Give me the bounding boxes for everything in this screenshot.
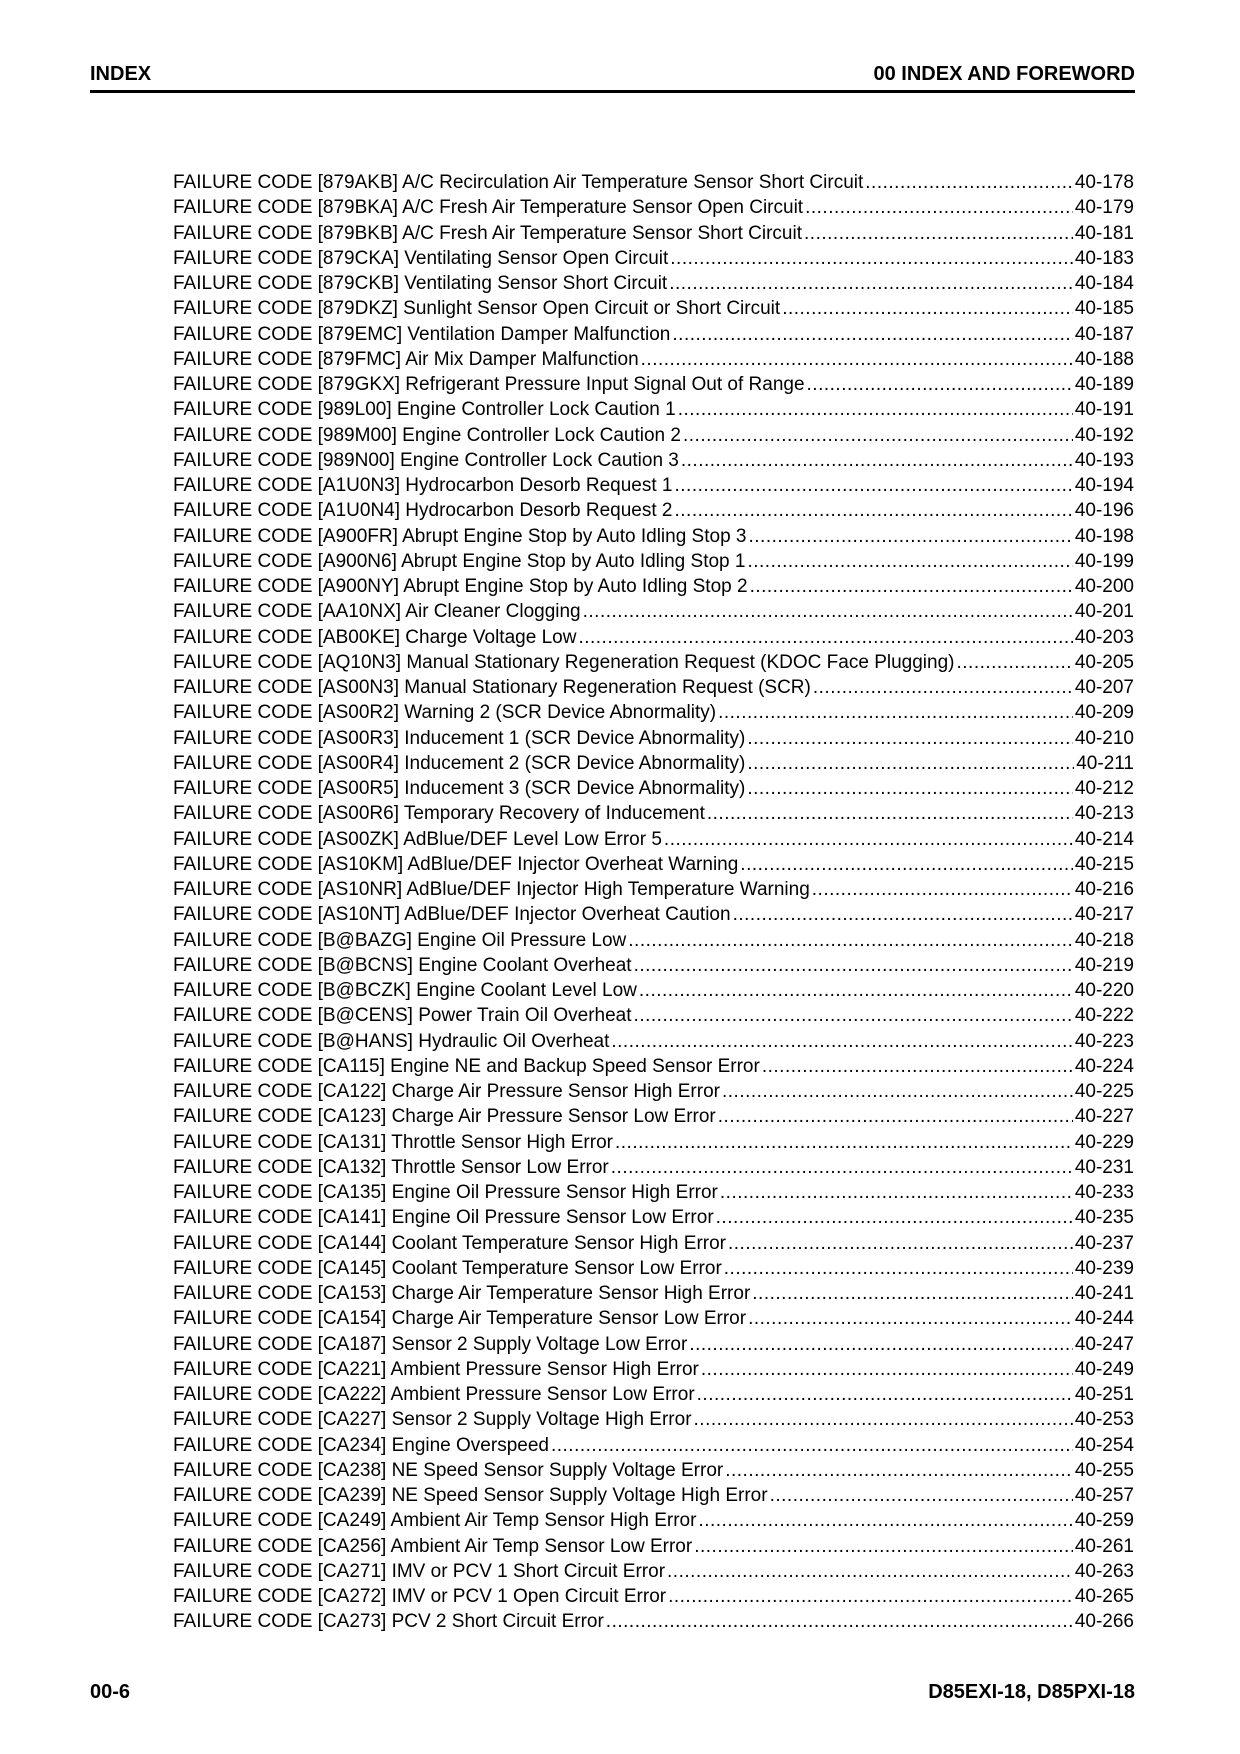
dot-leader	[752, 1281, 1073, 1306]
index-entry	[173, 322, 1134, 347]
index-entry-page: 40-199	[1074, 550, 1134, 572]
header-rule	[90, 90, 1135, 93]
index-entry	[173, 195, 1134, 220]
index-entry-title: FAILURE CODE [AS00ZK] AdBlue/DEF Level Low Error 5	[173, 828, 662, 850]
dot-leader	[678, 397, 1073, 422]
index-entry-title: FAILURE CODE [879BKB] A/C Fresh Air Temperature Sensor Short Circuit	[173, 222, 803, 244]
index-entry-page: 40-223	[1074, 1030, 1134, 1052]
index-entry	[173, 1508, 1134, 1533]
index-entry-page: 40-212	[1074, 778, 1134, 799]
index-entry	[173, 221, 1134, 246]
index-entry	[173, 498, 1134, 523]
dot-leader	[667, 1559, 1073, 1584]
dot-leader	[639, 978, 1073, 1003]
dot-leader	[865, 170, 1073, 195]
index-entry	[173, 1609, 1134, 1634]
index-entry	[173, 347, 1134, 372]
index-entry-page: 40-227	[1074, 1106, 1134, 1128]
index-entry-page: 40-200	[1074, 576, 1134, 597]
index-entry-title: FAILURE CODE [CA144] Coolant Temperature Sensor High Error	[173, 1232, 726, 1254]
index-entry-title: FAILURE CODE [CA153] Charge Air Temperature Sensor High Error	[173, 1283, 751, 1304]
index-entry-title: FAILURE CODE [879EMC] Ventilation Damper Malfunction	[173, 323, 671, 345]
index-entry	[173, 1458, 1134, 1483]
index-entry	[173, 170, 1134, 195]
dot-leader	[675, 473, 1073, 498]
dot-leader	[728, 1231, 1073, 1256]
index-entry	[173, 1306, 1134, 1331]
index-entry	[173, 1357, 1134, 1382]
index-entry-title: FAILURE CODE [AB00KE] Charge Voltage Low	[173, 626, 577, 648]
index-entry-page: 40-211	[1076, 752, 1134, 774]
dot-leader	[733, 902, 1073, 927]
index-entry	[173, 776, 1134, 801]
index-entry-title: FAILURE CODE [CA135] Engine Oil Pressure Sensor High Error	[173, 1182, 718, 1203]
index-entry	[173, 801, 1134, 826]
index-entry-page: 40-231	[1074, 1156, 1134, 1178]
index-entry-page: 40-188	[1074, 348, 1134, 370]
index-entry-title: FAILURE CODE [CA154] Charge Air Temperature Sensor Low Error	[173, 1308, 747, 1330]
index-entry	[173, 1231, 1134, 1256]
index-entry-title: FAILURE CODE [CA256] Ambient Air Temp Sensor Low Error	[173, 1535, 693, 1557]
dot-leader	[634, 953, 1073, 978]
index-entry-page: 40-233	[1074, 1182, 1134, 1203]
index-entry	[173, 524, 1134, 549]
index-entry-page: 40-201	[1074, 601, 1134, 623]
index-entry-title: FAILURE CODE [CA249] Ambient Air Temp Sensor High Error	[173, 1510, 697, 1532]
index-entry	[173, 1332, 1134, 1357]
index-entry-title: FAILURE CODE [879GKX] Refrigerant Pressure Input Signal Out of Range	[173, 374, 805, 395]
index-entry	[173, 877, 1134, 902]
index-entry-title: FAILURE CODE [CA131] Throttle Sensor High Error	[173, 1131, 613, 1153]
index-entry	[173, 1559, 1134, 1584]
index-entry	[173, 271, 1134, 296]
index-entry-page: 40-216	[1074, 879, 1134, 900]
dot-leader	[782, 296, 1073, 321]
index-entry-page: 40-259	[1074, 1510, 1134, 1532]
dot-leader	[583, 599, 1073, 624]
index-entry	[173, 372, 1134, 397]
index-entry-title: FAILURE CODE [B@BCZK] Engine Coolant Level Low	[173, 980, 637, 1001]
index-entry-title: FAILURE CODE [879AKB] A/C Recirculation Air Temperature Sensor Short Circuit	[173, 172, 864, 193]
index-entry	[173, 1180, 1134, 1205]
dot-leader	[701, 1357, 1073, 1382]
index-entry-page: 40-244	[1074, 1308, 1134, 1330]
index-entry-title: FAILURE CODE [879CKB] Ventilating Sensor Short Circuit	[173, 273, 668, 294]
dot-leader	[694, 1407, 1073, 1432]
dot-leader	[807, 372, 1073, 397]
dot-leader	[689, 1332, 1073, 1357]
dot-leader	[805, 195, 1073, 220]
dot-leader	[641, 347, 1073, 372]
index-entry-page: 40-196	[1074, 500, 1134, 522]
index-entry-title: FAILURE CODE [B@CENS] Power Train Oil Overheat	[173, 1005, 632, 1027]
dot-leader	[718, 700, 1073, 725]
index-entry-title: FAILURE CODE [CA132] Throttle Sensor Low Error	[173, 1156, 609, 1178]
index-entry-page: 40-235	[1074, 1207, 1134, 1229]
index-entry-page: 40-210	[1074, 727, 1134, 749]
index-entry-page: 40-207	[1074, 677, 1134, 698]
index-entry-page: 40-255	[1074, 1459, 1134, 1481]
index-entry	[173, 1054, 1134, 1079]
index-entry-title: FAILURE CODE [A900NY] Abrupt Engine Stop by Auto Idling Stop 2	[173, 576, 748, 597]
index-entry-page: 40-217	[1074, 904, 1134, 926]
dot-leader	[813, 675, 1073, 700]
index-entry-page: 40-213	[1074, 803, 1134, 825]
index-entry-page: 40-203	[1074, 626, 1134, 648]
index-entry-title: FAILURE CODE [CA227] Sensor 2 Supply Voltage High Error	[173, 1409, 692, 1431]
index-entry-page: 40-209	[1074, 702, 1134, 724]
page-header	[90, 58, 1135, 86]
index-entry-page: 40-229	[1074, 1131, 1134, 1153]
index-entry-page: 40-187	[1074, 323, 1134, 345]
index-entry-title: FAILURE CODE [AS00R6] Temporary Recovery of Inducement	[173, 803, 705, 825]
dot-leader	[718, 1104, 1073, 1129]
index-entry-page: 40-192	[1074, 424, 1134, 446]
index-entry-title: FAILURE CODE [AS10NT] AdBlue/DEF Injector Overheat Caution	[173, 904, 731, 926]
index-entry	[173, 1079, 1134, 1104]
dot-leader	[670, 246, 1073, 271]
index-entry-title: FAILURE CODE [AS00N3] Manual Stationary Regeneration Request (SCR)	[173, 677, 811, 698]
index-entry-page: 40-225	[1074, 1081, 1134, 1102]
dot-leader	[611, 1155, 1073, 1180]
dot-leader	[722, 1079, 1073, 1104]
index-entry-title: FAILURE CODE [CA221] Ambient Pressure Sensor High Error	[173, 1358, 699, 1380]
index-entry-title: FAILURE CODE [AS00R3] Inducement 1 (SCR Device Abnormality)	[173, 727, 746, 749]
index-entry-title: FAILURE CODE [CA141] Engine Oil Pressure Sensor Low Error	[173, 1207, 714, 1229]
dot-leader	[724, 1256, 1073, 1281]
dot-leader	[611, 1029, 1072, 1054]
index-entry-title: FAILURE CODE [CA122] Charge Air Pressure Sensor High Error	[173, 1081, 720, 1102]
index-entry-page: 40-178	[1074, 172, 1134, 193]
index-entry-page: 40-263	[1074, 1560, 1134, 1582]
index-entry-title: FAILURE CODE [CA145] Coolant Temperature Sensor Low Error	[173, 1257, 722, 1279]
index-entry-page: 40-265	[1074, 1586, 1134, 1607]
index-entry	[173, 852, 1134, 877]
index-entry	[173, 1003, 1134, 1028]
index-entry	[173, 1382, 1134, 1407]
index-entry	[173, 827, 1134, 852]
index-entry-page: 40-193	[1074, 449, 1134, 471]
dot-leader	[720, 1180, 1073, 1205]
index-entry-page: 40-181	[1074, 222, 1134, 244]
index-entry	[173, 751, 1134, 776]
dot-leader	[634, 1003, 1073, 1028]
index-entry-title: FAILURE CODE [CA273] PCV 2 Short Circuit Error	[173, 1611, 604, 1633]
model-designation: D85EXI-18, D85PXI-18	[928, 1681, 1135, 1703]
dot-leader	[551, 1433, 1073, 1458]
index-list	[173, 170, 1134, 1635]
index-entry-title: FAILURE CODE [AA10NX] Air Cleaner Clogging	[173, 601, 581, 623]
index-entry-page: 40-266	[1074, 1611, 1134, 1633]
dot-leader	[675, 498, 1073, 523]
index-entry-title: FAILURE CODE [AQ10N3] Manual Stationary Regeneration Request (KDOC Face Plugging)	[173, 651, 955, 673]
dot-leader	[628, 928, 1073, 953]
index-entry	[173, 1029, 1134, 1054]
dot-leader	[812, 877, 1073, 902]
dot-leader	[716, 1205, 1073, 1230]
index-entry	[173, 1483, 1134, 1508]
index-entry-page: 40-224	[1074, 1055, 1134, 1077]
index-entry-title: FAILURE CODE [AS10NR] AdBlue/DEF Injector High Temperature Warning	[173, 879, 810, 900]
index-entry-page: 40-239	[1074, 1257, 1134, 1279]
index-entry-page: 40-185	[1074, 298, 1134, 320]
index-entry-page: 40-261	[1074, 1535, 1134, 1557]
dot-leader	[747, 726, 1072, 751]
index-entry	[173, 1155, 1134, 1180]
index-entry-page: 40-247	[1074, 1333, 1134, 1355]
dot-leader	[606, 1609, 1073, 1634]
index-entry-title: FAILURE CODE [CA239] NE Speed Sensor Supply Voltage High Error	[173, 1485, 768, 1506]
index-entry-page: 40-237	[1074, 1232, 1134, 1254]
index-entry	[173, 1104, 1134, 1129]
page-footer	[90, 1681, 1135, 1704]
index-entry-title: FAILURE CODE [AS00R2] Warning 2 (SCR Device Abnormality)	[173, 702, 717, 724]
dot-leader	[664, 827, 1073, 852]
index-entry	[173, 423, 1134, 448]
index-entry-page: 40-183	[1074, 247, 1134, 269]
index-entry	[173, 1534, 1134, 1559]
index-entry-page: 40-251	[1074, 1384, 1134, 1405]
index-entry-title: FAILURE CODE [AS00R5] Inducement 3 (SCR Device Abnormality)	[173, 778, 746, 799]
index-entry-title: FAILURE CODE [CA238] NE Speed Sensor Supply Voltage Error	[173, 1459, 724, 1481]
dot-leader	[707, 801, 1073, 826]
dot-leader	[762, 1054, 1073, 1079]
index-entry	[173, 1205, 1134, 1230]
dot-leader	[681, 448, 1073, 473]
index-entry	[173, 675, 1134, 700]
index-entry-title: FAILURE CODE [CA271] IMV or PCV 1 Short Circuit Error	[173, 1560, 666, 1582]
index-entry	[173, 726, 1134, 751]
index-entry-page: 40-241	[1074, 1283, 1134, 1304]
index-entry	[173, 246, 1134, 271]
index-entry	[173, 625, 1134, 650]
index-entry-title: FAILURE CODE [989L00] Engine Controller Lock Caution 1	[173, 399, 676, 421]
index-entry	[173, 1256, 1134, 1281]
dot-leader	[668, 1584, 1073, 1609]
index-entry-page: 40-215	[1074, 853, 1134, 875]
index-entry-page: 40-179	[1074, 197, 1134, 219]
index-entry	[173, 1281, 1134, 1306]
index-entry-title: FAILURE CODE [879FMC] Air Mix Damper Malfunction	[173, 348, 639, 370]
index-entry-title: FAILURE CODE [A900N6] Abrupt Engine Stop by Auto Idling Stop 1	[173, 550, 746, 572]
index-entry	[173, 599, 1134, 624]
index-entry-page: 40-218	[1074, 929, 1134, 951]
index-entry-title: FAILURE CODE [989M00] Engine Controller Lock Caution 2	[173, 424, 681, 446]
index-entry-title: FAILURE CODE [879BKA] A/C Fresh Air Temperature Sensor Open Circuit	[173, 197, 804, 219]
dot-leader	[697, 1382, 1073, 1407]
index-entry	[173, 397, 1134, 422]
header-chapter-title: 00 INDEX AND FOREWORD	[873, 63, 1135, 85]
index-entry-title: FAILURE CODE [879DKZ] Sunlight Sensor Open Circuit or Short Circuit	[173, 298, 781, 320]
index-entry-title: FAILURE CODE [CA272] IMV or PCV 1 Open Circuit Error	[173, 1586, 667, 1607]
index-entry	[173, 448, 1134, 473]
index-entry-page: 40-222	[1074, 1005, 1134, 1027]
index-entry	[173, 1584, 1134, 1609]
dot-leader	[725, 1458, 1073, 1483]
index-entry-title: FAILURE CODE [B@HANS] Hydraulic Oil Overheat	[173, 1030, 610, 1052]
index-entry-page: 40-205	[1074, 651, 1134, 673]
index-entry	[173, 700, 1134, 725]
dot-leader	[750, 574, 1073, 599]
dot-leader	[748, 1306, 1073, 1331]
index-entry-page: 40-249	[1074, 1358, 1134, 1380]
dot-leader	[740, 852, 1073, 877]
header-section-label: INDEX	[90, 63, 152, 85]
index-entry-title: FAILURE CODE [989N00] Engine Controller Lock Caution 3	[173, 449, 679, 471]
index-entry	[173, 928, 1134, 953]
dot-leader	[669, 271, 1073, 296]
index-entry	[173, 574, 1134, 599]
index-entry-page: 40-189	[1074, 374, 1134, 395]
dot-leader	[804, 221, 1073, 246]
dot-leader	[672, 322, 1072, 347]
index-entry-page: 40-214	[1074, 828, 1134, 850]
index-entry-title: FAILURE CODE [A1U0N3] Hydrocarbon Desorb Request 1	[173, 475, 673, 496]
index-entry	[173, 1407, 1134, 1432]
index-entry-title: FAILURE CODE [CA234] Engine Overspeed	[173, 1434, 549, 1456]
index-entry	[173, 549, 1134, 574]
index-entry-page: 40-191	[1074, 399, 1134, 421]
dot-leader	[615, 1130, 1073, 1155]
index-entry-title: FAILURE CODE [CA123] Charge Air Pressure Sensor Low Error	[173, 1106, 716, 1128]
index-entry-page: 40-254	[1074, 1434, 1134, 1456]
dot-leader	[956, 650, 1072, 675]
index-entry	[173, 978, 1134, 1003]
index-entry	[173, 1130, 1134, 1155]
dot-leader	[770, 1483, 1073, 1508]
dot-leader	[747, 751, 1074, 776]
page-number: 00-6	[90, 1681, 131, 1703]
index-entry-title: FAILURE CODE [AS10KM] AdBlue/DEF Injector Overheat Warning	[173, 853, 739, 875]
index-entry-title: FAILURE CODE [AS00R4] Inducement 2 (SCR Device Abnormality)	[173, 752, 746, 774]
dot-leader	[747, 776, 1072, 801]
index-entry-page: 40-220	[1074, 980, 1134, 1001]
index-entry	[173, 953, 1134, 978]
index-entry-page: 40-257	[1074, 1485, 1134, 1506]
index-entry	[173, 473, 1134, 498]
index-entry-title: FAILURE CODE [A1U0N4] Hydrocarbon Desorb Request 2	[173, 500, 673, 522]
index-entry	[173, 1433, 1134, 1458]
index-entry-page: 40-253	[1074, 1409, 1134, 1431]
index-entry-title: FAILURE CODE [CA115] Engine NE and Backup Speed Sensor Error	[173, 1055, 760, 1077]
index-entry-title: FAILURE CODE [CA222] Ambient Pressure Sensor Low Error	[173, 1384, 695, 1405]
dot-leader	[683, 423, 1073, 448]
index-entry-page: 40-184	[1074, 273, 1134, 294]
index-entry-title: FAILURE CODE [CA187] Sensor 2 Supply Voltage Low Error	[173, 1333, 688, 1355]
index-entry-title: FAILURE CODE [B@BAZG] Engine Oil Pressure Low	[173, 929, 627, 951]
dot-leader	[749, 524, 1073, 549]
dot-leader	[694, 1534, 1073, 1559]
index-entry	[173, 902, 1134, 927]
index-entry-title: FAILURE CODE [879CKA] Ventilating Sensor Open Circuit	[173, 247, 669, 269]
dot-leader	[747, 549, 1072, 574]
index-entry	[173, 650, 1134, 675]
index-entry-page: 40-194	[1074, 475, 1134, 496]
index-entry-page: 40-219	[1074, 954, 1134, 976]
index-entry-title: FAILURE CODE [A900FR] Abrupt Engine Stop by Auto Idling Stop 3	[173, 525, 747, 547]
dot-leader	[578, 625, 1072, 650]
index-entry-title: FAILURE CODE [B@BCNS] Engine Coolant Overheat	[173, 954, 632, 976]
dot-leader	[698, 1508, 1072, 1533]
index-entry	[173, 296, 1134, 321]
index-entry-page: 40-198	[1074, 525, 1134, 547]
